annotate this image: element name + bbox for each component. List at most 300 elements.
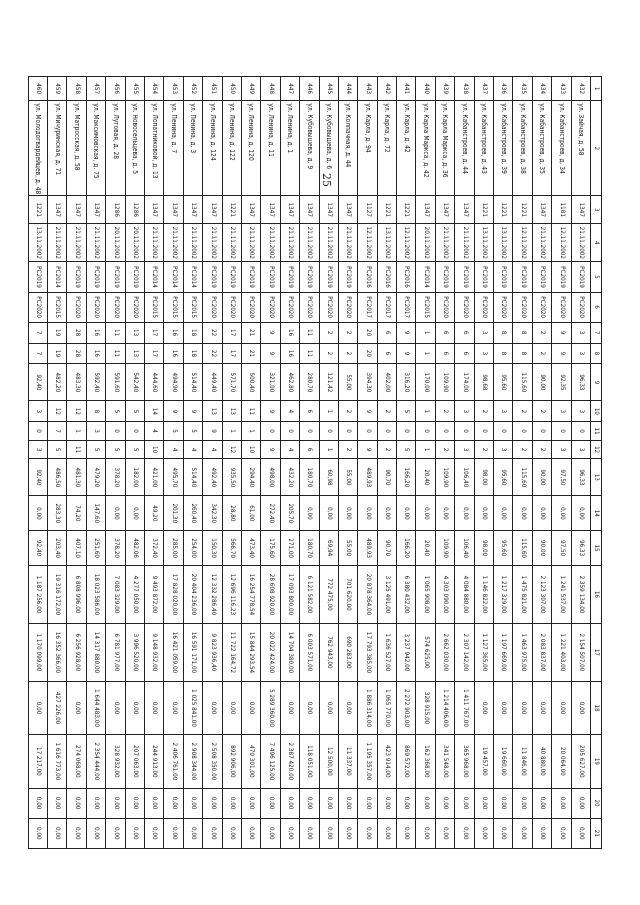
column-header: 15 — [591, 531, 602, 566]
table-cell: 6 121 582,00 — [300, 566, 319, 624]
table-cell: 0,00 — [494, 818, 513, 848]
table-cell: РС2019 — [571, 262, 590, 292]
table-cell: РС2020 — [86, 292, 105, 322]
table-cell: 3 — [494, 440, 513, 459]
column-header: 18 — [591, 681, 602, 734]
table-cell: 0,00 — [416, 818, 435, 848]
table-cell: 28 — [67, 322, 86, 343]
table-cell: РС2019 — [28, 262, 47, 292]
table-cell: 571,70 — [222, 364, 241, 401]
table-cell: 3 237 942,00 — [397, 623, 416, 681]
table-cell: 457 — [86, 77, 105, 101]
table-cell: 2 — [319, 322, 338, 343]
table-cell: 0,00 — [300, 788, 319, 818]
table-cell: 0,00 — [241, 681, 260, 734]
table-cell: 13 — [222, 401, 241, 422]
table-cell: 0,00 — [571, 496, 590, 531]
table-cell: 0,00 — [222, 818, 241, 848]
column-header: 14 — [591, 496, 602, 531]
table-cell: 449,40 — [203, 364, 222, 401]
table-cell: РС2020 — [222, 292, 241, 322]
table-cell: 0 — [416, 422, 435, 441]
table-cell: 13.11.2002 — [28, 224, 47, 262]
table-cell: 0,00 — [455, 788, 474, 818]
table-cell: 16 — [280, 343, 299, 364]
table-cell: 0 — [532, 422, 551, 441]
table-cell: 19 457,00 — [474, 735, 493, 788]
table-cell: 121,42 — [319, 364, 338, 401]
table-cell: 1 127 365,00 — [474, 623, 493, 681]
table-cell: 0,00 — [48, 818, 67, 848]
table-cell: РС2019 — [300, 262, 319, 292]
table-cell: 3 — [455, 401, 474, 422]
table-cell: 109,90 — [435, 459, 454, 496]
table-cell: 2 307 142,00 — [455, 623, 474, 681]
table-cell: 1 241 537,00 — [552, 566, 571, 624]
table-cell: 0,00 — [552, 788, 571, 818]
table-cell: 98,68 — [474, 364, 493, 401]
table-cell: 1221 — [377, 196, 396, 224]
table-cell: 0 — [494, 422, 513, 441]
table-cell: 342,30 — [203, 496, 222, 531]
table-cell: 0,00 — [474, 788, 493, 818]
table-cell: 12 — [48, 401, 67, 422]
table-cell: 90,70 — [377, 531, 396, 566]
table-row — [513, 77, 532, 849]
table-cell: 5 — [397, 401, 416, 422]
address-cell: ул. Карла Маркса, д. 42 — [416, 101, 435, 196]
table-row — [319, 77, 338, 849]
table-cell: 174,00 — [455, 364, 474, 401]
table-cell: 456 — [106, 77, 125, 101]
table-cell: 1286 — [125, 196, 144, 224]
table-cell: 205 627,00 — [571, 735, 590, 788]
table-cell: 9 — [552, 343, 571, 364]
table-cell: 280,70 — [300, 364, 319, 401]
table-cell: 1 195 357,00 — [358, 735, 377, 788]
table-cell: 3 125 491,00 — [377, 566, 396, 624]
table-cell: 892 906,00 — [222, 735, 241, 788]
table-cell: 1347 — [455, 196, 474, 224]
table-cell: 2 — [532, 401, 551, 422]
table-cell: 0 — [106, 422, 125, 441]
table-cell: 1347 — [241, 196, 260, 224]
table-cell: 436 — [494, 77, 513, 101]
table-cell: 1221 — [28, 196, 47, 224]
table-cell: 449 — [241, 77, 260, 101]
table-cell: 0,00 — [48, 788, 67, 818]
table-cell: 1 065 770,00 — [377, 681, 396, 734]
column-header: 21 — [591, 818, 602, 848]
table-cell: 434 — [532, 77, 551, 101]
table-cell: 0,00 — [571, 681, 590, 734]
table-cell: 0 — [319, 422, 338, 441]
table-cell: 272,40 — [261, 496, 280, 531]
column-header: 12 — [591, 440, 602, 459]
table-cell: 0,00 — [67, 818, 86, 848]
table-cell: 244 913,00 — [145, 735, 164, 788]
table-cell: 21.11.2002 — [222, 224, 241, 262]
table-cell: 60,98 — [319, 459, 338, 496]
table-row — [67, 77, 86, 849]
address-cell: ул. Карла, д. 94 — [358, 101, 377, 196]
table-cell: 0 — [280, 422, 299, 441]
table-cell: 4 — [280, 440, 299, 459]
table-cell: 402,00 — [377, 364, 396, 401]
table-cell: 9 — [358, 440, 377, 459]
table-cell: 486,50 — [48, 459, 67, 496]
table-cell: РС2020 — [532, 292, 551, 322]
table-cell: РС2015 — [164, 292, 183, 322]
table-cell: 1347 — [571, 196, 590, 224]
table-cell: 5 — [125, 440, 144, 459]
table-cell: РС2015 — [183, 292, 202, 322]
table-cell: 3 996 520,00 — [125, 623, 144, 681]
table-cell: 21.11.2002 — [435, 224, 454, 262]
table-cell: 1347 — [338, 196, 357, 224]
table-cell: 5 — [183, 422, 202, 441]
table-cell: 0 — [513, 422, 532, 441]
table-cell: 166,20 — [397, 459, 416, 496]
table-cell: 690 283,00 — [338, 623, 357, 681]
table-cell: 21.11.2002 — [532, 224, 551, 262]
table-cell: 365 968,00 — [455, 735, 474, 788]
column-header: 3 — [591, 196, 602, 224]
table-cell: 96,33 — [571, 364, 590, 401]
table-cell: 254,00 — [183, 531, 202, 566]
table-cell: 201,30 — [164, 496, 183, 531]
table-cell: 1 463 975,00 — [513, 623, 532, 681]
table-cell: 14 704 380,00 — [280, 623, 299, 681]
table-cell: 1 — [222, 422, 241, 441]
table-cell: 1 — [416, 440, 435, 459]
table-row — [377, 77, 396, 849]
column-header: 17 — [591, 623, 602, 681]
table-cell: 0,00 — [106, 788, 125, 818]
table-cell: 21.11.2002 — [203, 224, 222, 262]
table-cell: 22 — [203, 322, 222, 343]
table-cell: 1 — [416, 401, 435, 422]
table-row — [532, 77, 551, 849]
table-cell: 19 — [48, 343, 67, 364]
table-cell: 0,00 — [338, 818, 357, 848]
table-cell: 106,40 — [455, 459, 474, 496]
table-cell: РС2015 — [145, 292, 164, 322]
table-cell: 11 846,00 — [513, 735, 532, 788]
table-cell: 16 — [164, 322, 183, 343]
table-cell: 0 — [397, 422, 416, 441]
table-cell: 21.11.2002 — [145, 224, 164, 262]
table-cell: 11 — [300, 322, 319, 343]
table-cell: РС2020 — [494, 292, 513, 322]
table-cell: РС2020 — [571, 292, 590, 322]
table-cell: 0,00 — [28, 681, 47, 734]
table-cell: 0,00 — [397, 496, 416, 531]
table-cell: 444 — [338, 77, 357, 101]
table-cell: 470 301,00 — [241, 735, 260, 788]
table-cell: 1221 — [222, 196, 241, 224]
table-cell: 21.11.2002 — [164, 224, 183, 262]
table-cell: 1 170 099,00 — [28, 623, 47, 681]
table-cell: 3 — [571, 322, 590, 343]
table-cell: 2 — [377, 401, 396, 422]
table-cell: 448 — [261, 77, 280, 101]
table-cell: 74,20 — [67, 496, 86, 531]
table-cell: 9 — [358, 401, 377, 422]
table-cell: 19 660,00 — [494, 735, 513, 788]
table-cell: РС2020 — [125, 292, 144, 322]
table-cell: 6 — [377, 343, 396, 364]
column-header: 7 — [591, 322, 602, 343]
table-cell: 0,00 — [571, 788, 590, 818]
table-row — [261, 77, 280, 849]
table-cell: РС2019 — [455, 262, 474, 292]
table-cell: 12 — [67, 401, 86, 422]
table-cell: 6 808 996,00 — [67, 566, 86, 624]
address-cell: ул. Мичуринская, д. 71 — [48, 101, 67, 196]
table-cell: 0,00 — [280, 788, 299, 818]
table-cell: 9 — [261, 440, 280, 459]
table-row — [164, 77, 183, 849]
table-cell: РС2020 — [338, 292, 357, 322]
table-cell: 180,70 — [300, 531, 319, 566]
table-cell: 1347 — [435, 196, 454, 224]
table-cell: РС2020 — [203, 292, 222, 322]
address-cell: ул. Кабанстроев, д. 43 — [474, 101, 493, 196]
table-cell: 1181 — [552, 196, 571, 224]
table-row — [494, 77, 513, 849]
table-cell: 6 781 977,00 — [106, 623, 125, 681]
table-cell: 489,93 — [358, 531, 377, 566]
header-row — [591, 77, 602, 849]
table-cell: 3 — [86, 422, 105, 441]
table-cell: 16 — [164, 343, 183, 364]
table-cell: 0,00 — [203, 788, 222, 818]
table-cell: 514,40 — [183, 459, 202, 496]
table-cell: 271,00 — [280, 531, 299, 566]
table-cell: 12 — [222, 440, 241, 459]
table-cell: 1347 — [67, 196, 86, 224]
table-cell: 6 — [377, 322, 396, 343]
table-cell: 483,30 — [67, 364, 86, 401]
table-cell: 2 272 903,00 — [397, 681, 416, 734]
table-cell: 701 620,00 — [338, 566, 357, 624]
table-cell: 0 — [261, 422, 280, 441]
table-cell: 92,40 — [28, 531, 47, 566]
table-cell: 12.11.2002 — [552, 224, 571, 262]
table-cell: 17 — [145, 322, 164, 343]
table-cell: 482,20 — [48, 364, 67, 401]
table-cell: РС2015 — [48, 292, 67, 322]
table-cell: 17 — [222, 322, 241, 343]
table-cell: 21.11.2002 — [261, 224, 280, 262]
column-header: 10 — [591, 401, 602, 422]
table-cell: 9 — [552, 322, 571, 343]
table-cell: 274 068,00 — [67, 735, 86, 788]
table-cell: 6 — [435, 343, 454, 364]
table-cell: 500,40 — [241, 364, 260, 401]
table-cell: 0,00 — [532, 681, 551, 734]
table-cell: 1347 — [280, 196, 299, 224]
table-cell: 2 — [435, 401, 454, 422]
table-cell: РС2020 — [474, 292, 493, 322]
table-cell: 21.11.2002 — [300, 224, 319, 262]
table-cell: РС2019 — [86, 262, 105, 292]
table-cell: РС2019 — [319, 262, 338, 292]
table-row — [106, 77, 125, 849]
address-cell: ул. Кабанстроев, д. 39 — [494, 101, 513, 196]
table-cell: 7 — [28, 343, 47, 364]
table-cell: 170,00 — [416, 364, 435, 401]
table-cell: 482,06 — [125, 531, 144, 566]
table-cell: 0 — [435, 422, 454, 441]
table-cell: 5 — [125, 401, 144, 422]
table-cell: 2 — [319, 343, 338, 364]
table-cell: 0,00 — [435, 496, 454, 531]
table-cell: 4 084 880,00 — [455, 566, 474, 624]
table-row — [86, 77, 105, 849]
table-cell: 9 — [397, 343, 416, 364]
table-cell: 438 — [455, 77, 474, 101]
table-cell: 90,70 — [377, 459, 396, 496]
table-row — [552, 77, 571, 849]
table-cell: РС2020 — [552, 292, 571, 322]
table-cell: 394,30 — [358, 364, 377, 401]
table-cell: 55,00 — [338, 531, 357, 566]
table-cell: 12.11.2002 — [358, 224, 377, 262]
table-cell: 1 146 822,00 — [474, 566, 493, 624]
table-body — [28, 77, 590, 849]
table-cell: 16 — [86, 343, 105, 364]
table-cell: 97,50 — [552, 459, 571, 496]
table-cell: 13 — [125, 343, 144, 364]
table-cell: 772 475,00 — [319, 566, 338, 624]
table-cell: 6 — [455, 343, 474, 364]
table-cell: 205,70 — [280, 496, 299, 531]
table-cell: 3 — [455, 440, 474, 459]
table-cell: 8 — [86, 401, 105, 422]
table-cell: 55,00 — [338, 459, 357, 496]
table-row — [222, 77, 241, 849]
table-row — [280, 77, 299, 849]
table-cell: РС2020 — [300, 292, 319, 322]
table-cell: 1347 — [145, 196, 164, 224]
address-cell: ул. Молодогвардейцев, д. 48 — [28, 101, 47, 196]
table-cell: 18 023 586,00 — [86, 566, 105, 624]
table-cell: 13.11.2002 — [474, 224, 493, 262]
table-cell: 1 214 406,00 — [435, 681, 454, 734]
address-cell: ул. Ленина, д. 122 — [222, 101, 241, 196]
table-cell: РС2016 — [358, 262, 377, 292]
table-cell: 0,00 — [28, 788, 47, 818]
table-cell: 7 083 329,00 — [106, 566, 125, 624]
table-cell: 0,00 — [145, 681, 164, 734]
table-cell: 0 — [571, 422, 590, 441]
table-cell: 0,00 — [164, 681, 183, 734]
table-cell: РС2019 — [222, 262, 241, 292]
table-cell: 0,00 — [280, 681, 299, 734]
table-cell: 432,20 — [280, 459, 299, 496]
table-cell: РС2019 — [67, 262, 86, 292]
table-cell: 0,00 — [183, 818, 202, 848]
table-cell: 2 083 837,00 — [532, 623, 551, 681]
address-cell: ул. Кабанстроев, д. 44 — [455, 101, 474, 196]
table-cell: 3 — [552, 401, 571, 422]
table-row — [28, 77, 47, 849]
table-cell: 762 943,00 — [319, 623, 338, 681]
table-cell: 16 — [280, 322, 299, 343]
column-header: 9 — [591, 364, 602, 401]
table-cell: 17 217,00 — [28, 735, 47, 788]
table-cell: 1 — [319, 401, 338, 422]
table-cell: 450 — [222, 77, 241, 101]
table-cell: 3 — [474, 343, 493, 364]
table-cell: 0,00 — [222, 681, 241, 734]
table-cell: 0,00 — [28, 818, 47, 848]
table-cell: 0,00 — [125, 818, 144, 848]
address-cell: ул. Новосельцева, д. 5 — [125, 101, 144, 196]
column-header: 6 — [591, 292, 602, 322]
table-cell: 494,90 — [164, 364, 183, 401]
column-header: 16 — [591, 566, 602, 624]
table-cell: 20 404 236,00 — [183, 566, 202, 624]
table-cell: 40 880,00 — [532, 735, 551, 788]
table-cell: 574 625,00 — [416, 623, 435, 681]
table-cell: 2 406 761,00 — [164, 735, 183, 788]
table-row — [145, 77, 164, 849]
table-cell: 9 — [397, 322, 416, 343]
address-cell: ул. Лопатниковой, д. 13 — [145, 101, 164, 196]
table-cell: 115,60 — [513, 364, 532, 401]
table-cell: 21.11.2002 — [319, 224, 338, 262]
table-cell: 0,00 — [513, 681, 532, 734]
table-cell: 0,00 — [319, 818, 338, 848]
table-cell: 21 — [241, 322, 260, 343]
table-cell: 11 — [300, 343, 319, 364]
rotated-table-frame — [34, 76, 602, 849]
table-cell: 0,00 — [300, 496, 319, 531]
table-cell: 452 — [183, 77, 202, 101]
table-cell: 0,00 — [474, 681, 493, 734]
table-cell: 3 — [28, 440, 47, 459]
table-cell: 1 187 256,00 — [28, 566, 47, 624]
table-cell: 2 — [474, 440, 493, 459]
table-cell: 1286 — [106, 196, 125, 224]
table-cell: 21.11.2002 — [183, 224, 202, 262]
table-cell: 869 572,00 — [397, 735, 416, 788]
table-cell: РС2020 — [435, 292, 454, 322]
table-cell: 2 123 307,00 — [532, 566, 551, 624]
table-cell: 9 823 936,40 — [203, 623, 222, 681]
table-cell: 20,40 — [416, 531, 435, 566]
table-cell: 1221 — [397, 196, 416, 224]
table-cell: 1347 — [261, 196, 280, 224]
table-cell: 321,00 — [261, 364, 280, 401]
table-cell: РС2019 — [261, 262, 280, 292]
table-cell: 2 — [338, 440, 357, 459]
table-cell: 1 197 669,00 — [494, 623, 513, 681]
table-cell: 95,60 — [494, 531, 513, 566]
table-cell: 2 662 030,00 — [435, 623, 454, 681]
table-cell: 0,00 — [377, 818, 396, 848]
table-cell: 0 — [552, 422, 571, 441]
table-cell: 1347 — [183, 196, 202, 224]
address-cell: ул. Карла Маркса, д. 36 — [435, 101, 454, 196]
table-cell: 455 — [125, 77, 144, 101]
table-cell: 3 — [571, 440, 590, 459]
table-cell: 2 — [532, 440, 551, 459]
table-row — [300, 77, 319, 849]
